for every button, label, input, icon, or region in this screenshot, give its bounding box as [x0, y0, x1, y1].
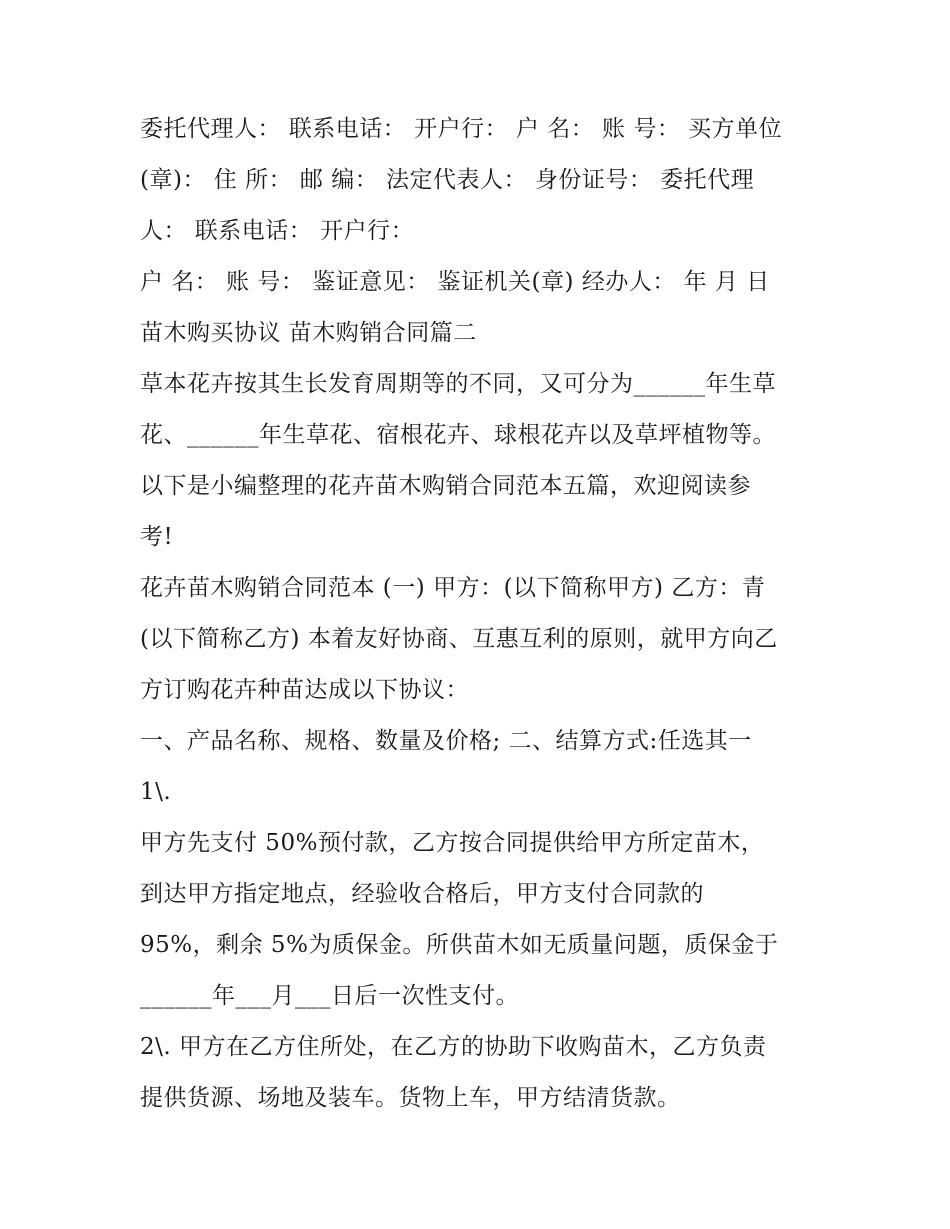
text-line: 到达甲方指定地点，经验收合格后，甲方支付合同款的: [140, 881, 704, 907]
text-line: 2\. 甲方在乙方住所处，在乙方的协助下收购苗木，乙方负责: [140, 1034, 767, 1060]
text-line: (章)： 住 所： 邮 编： 法定代表人： 身份证号： 委托代理: [140, 167, 755, 193]
text-line: 1\.: [140, 779, 172, 805]
section-heading: 苗木购买协议 苗木购销合同篇二: [140, 320, 477, 346]
text-line: 委托代理人： 联系电话： 开户行： 户 名： 账 号： 买方单位: [140, 116, 783, 142]
text-line: 以下是小编整理的花卉苗木购销合同范本五篇，欢迎阅读参: [140, 473, 751, 499]
text-line: 一、产品名称、规格、数量及价格; 二、结算方式:任选其一: [140, 728, 752, 754]
text-line: 方订购花卉种苗达成以下协议：: [140, 677, 469, 703]
text-line: 户 名： 账 号： 鉴证意见： 鉴证机关(章) 经办人： 年 月 日: [140, 269, 770, 295]
text-line: 提供货源、场地及装车。货物上车，甲方结清货款。: [140, 1085, 681, 1111]
text-line: ______年___月___日后一次性支付。: [140, 983, 519, 1009]
text-line: (以下简称乙方) 本着友好协商、互惠互利的原则，就甲方向乙: [140, 626, 778, 652]
text-line: 95%，剩余 5%为质保金。所供苗木如无质量问题，质保金于: [140, 932, 779, 958]
text-line: 草本花卉按其生长发育周期等的不同，又可分为______年生草: [140, 371, 776, 397]
text-line: 甲方先支付 50%预付款，乙方按合同提供给甲方所定苗木，: [140, 830, 765, 856]
text-line: 花卉苗木购销合同范本 (一) 甲方：(以下简称甲方) 乙方：青: [140, 575, 766, 601]
text-line: 花、______年生草花、宿根花卉、球根花卉以及草坪植物等。: [140, 422, 776, 448]
text-line: 考!: [140, 524, 174, 550]
text-line: 人： 联系电话： 开户行：: [140, 218, 415, 244]
